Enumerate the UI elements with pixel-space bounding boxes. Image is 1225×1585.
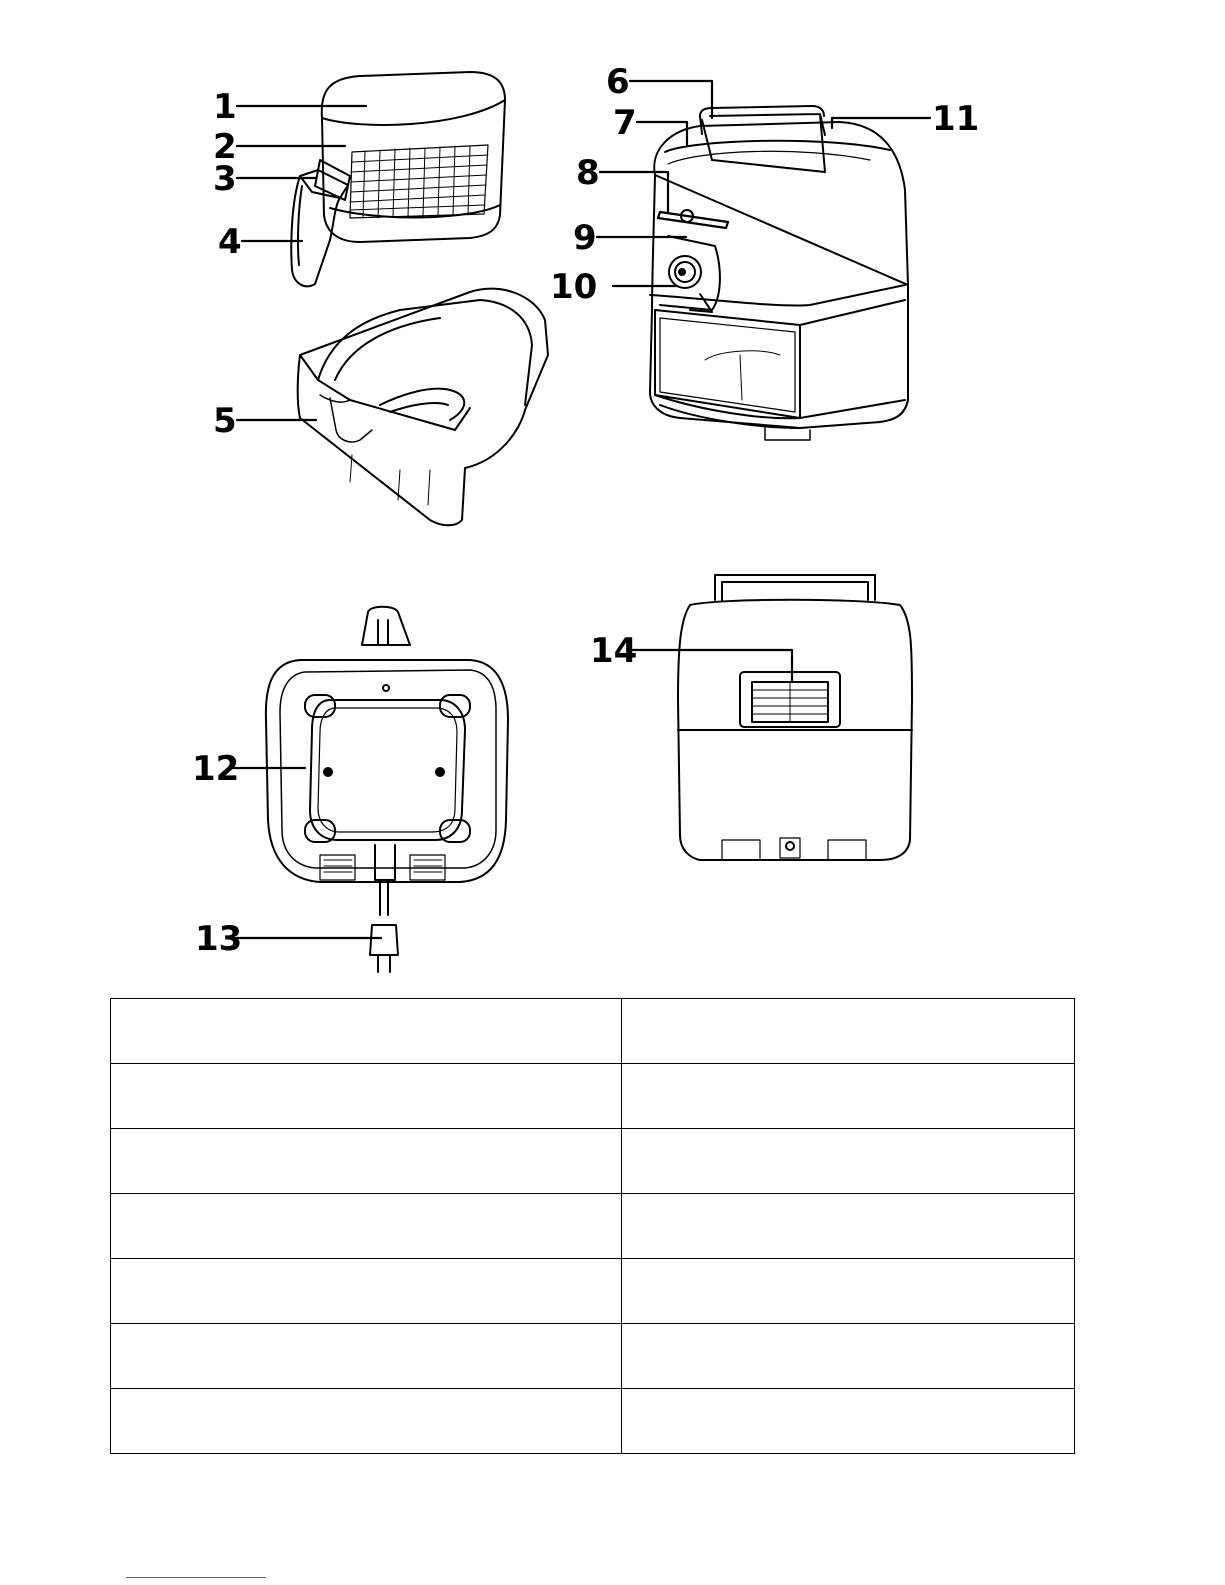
- table-cell: [111, 1194, 622, 1259]
- table-cell: [622, 1259, 1075, 1324]
- callout-10: 10: [550, 267, 598, 307]
- callout-6: 6: [606, 62, 630, 102]
- table-cell: [622, 1064, 1075, 1129]
- callout-8: 8: [576, 153, 600, 193]
- callout-5: 5: [213, 401, 237, 441]
- table-cell: [622, 1129, 1075, 1194]
- pan-drawing: [298, 289, 548, 526]
- frying-basket-drawing: [291, 72, 505, 286]
- table-cell: [111, 999, 622, 1064]
- table-row: [111, 1324, 1075, 1389]
- table-cell: [622, 1194, 1075, 1259]
- table-cell: [622, 999, 1075, 1064]
- callout-14: 14: [590, 631, 638, 671]
- callout-2: 2: [213, 127, 237, 167]
- table-row: [111, 1194, 1075, 1259]
- table-row: [111, 1259, 1075, 1324]
- air-fryer-front-drawing: [650, 106, 908, 440]
- callout-13: 13: [195, 919, 243, 959]
- callout-9: 9: [573, 218, 597, 258]
- callout-1: 1: [213, 87, 237, 127]
- table-cell: [111, 1324, 622, 1389]
- basket-mesh: [350, 146, 488, 218]
- callout-numbers: [192, 62, 979, 959]
- table-cell: [111, 1129, 622, 1194]
- callout-12: 12: [192, 749, 240, 789]
- table-cell: [111, 1259, 622, 1324]
- footer-link-underline[interactable]: [126, 1577, 266, 1578]
- air-fryer-rear-drawing: [678, 575, 912, 860]
- table-row: [111, 1389, 1075, 1454]
- table-cell: [622, 1324, 1075, 1389]
- table-cell: [111, 1389, 622, 1454]
- parts-table: [110, 998, 1075, 1454]
- table-row: [111, 999, 1075, 1064]
- table-row: [111, 1064, 1075, 1129]
- callout-11: 11: [932, 99, 980, 139]
- table-row: [111, 1129, 1075, 1194]
- table-cell: [622, 1389, 1075, 1454]
- air-fryer-bottom-drawing: [266, 607, 508, 972]
- table-cell: [111, 1064, 622, 1129]
- callout-3: 3: [213, 159, 237, 199]
- callout-7: 7: [613, 103, 637, 143]
- callout-4: 4: [218, 222, 242, 262]
